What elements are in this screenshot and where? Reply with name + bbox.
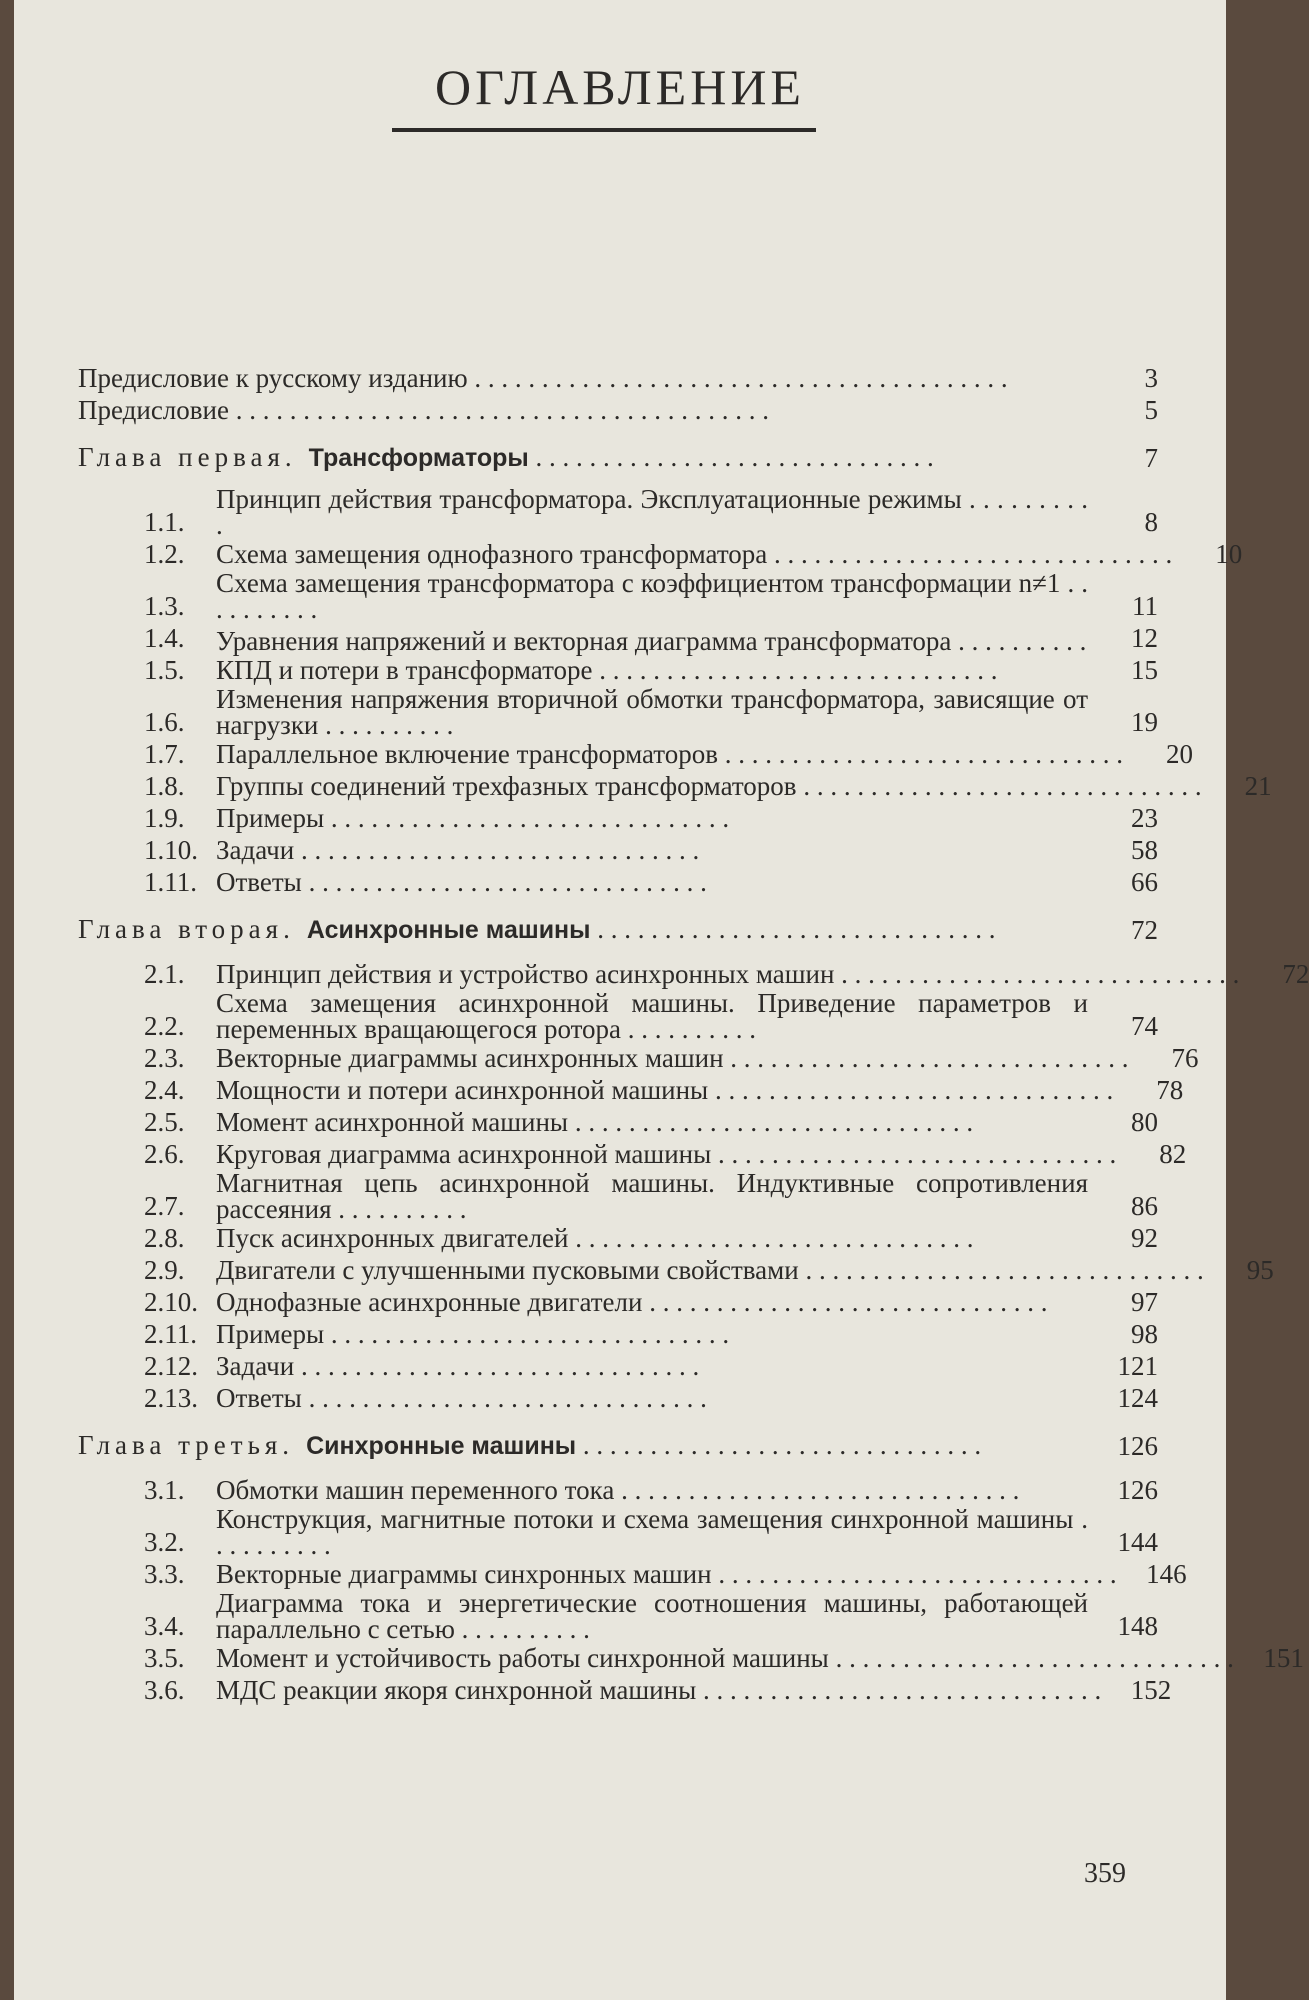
section-title: КПД и потери в трансформаторе (216, 655, 593, 685)
section-number: 2.11. (144, 1319, 197, 1349)
section-number: 2.3. (144, 1043, 185, 1073)
toc-entry (78, 1138, 1187, 1170)
leader-dots: . . . . . . . . . . . . . . . . . . . . . . . . . . . . . . (294, 835, 700, 865)
toc-entry (78, 1590, 1158, 1642)
section-number: 1.8. (144, 771, 185, 801)
section-title: Схема замещения трансформатора с коэффициентом трансформации n≠1 (216, 568, 1061, 598)
chapter-label: Глава вторая. (78, 914, 295, 944)
toc-entry (78, 1318, 1158, 1350)
section-number: 2.5. (144, 1107, 185, 1137)
toc-entry (78, 1170, 1158, 1222)
toc-entry (78, 770, 1272, 802)
toc-entry (78, 1474, 1158, 1506)
toc-entry (78, 1106, 1158, 1138)
toc-entry-page: 3 (1144, 363, 1158, 393)
section-number: 1.10. (144, 835, 198, 865)
toc-entry (78, 802, 1158, 834)
section-title: Круговая диаграмма асинхронной машины (216, 1139, 712, 1169)
toc-entry (78, 990, 1158, 1042)
chapter-title: Синхронные машины (306, 1432, 577, 1460)
section-number: 1.1. (144, 507, 185, 537)
leader-dots: . . . . . . . . . . . . . . . . . . . . . . . . . . . . . . (576, 1430, 982, 1460)
section-number: 3.1. (144, 1475, 185, 1505)
section-title: Пуск асинхронных двигателей (216, 1223, 569, 1253)
leader-dots: . . . . . . . . . . (216, 484, 1088, 540)
section-number: 1.5. (144, 655, 185, 685)
toc-entry-page: 5 (1144, 395, 1158, 425)
section-number: 2.4. (144, 1075, 185, 1105)
section-page: 124 (1117, 1383, 1158, 1413)
section-number: 2.9. (144, 1255, 185, 1285)
toc-entry (78, 622, 1158, 654)
toc-entry (78, 1286, 1158, 1318)
section-number: 2.2. (144, 1011, 185, 1041)
book-page (14, 0, 1309, 2000)
section-title: Момент и устойчивость работы синхронной машины (216, 1643, 829, 1673)
leader-dots: . . . . . . . . . . . . . . . . . . . . . . . . . . . . . . (828, 1643, 1234, 1673)
section-number: 2.12. (144, 1351, 198, 1381)
table-of-contents (78, 362, 1309, 1706)
toc-entry (78, 866, 1158, 898)
section-page: 80 (1131, 1107, 1158, 1137)
section-title: Ответы (216, 867, 302, 897)
section-title: Уравнения напряжений и векторная диаграмма трансформатора (216, 626, 952, 656)
toc-entry (78, 394, 1158, 426)
section-number: 2.13. (144, 1383, 198, 1413)
section-page: 152 (1130, 1675, 1172, 1705)
section-page: 144 (1117, 1527, 1158, 1557)
section-page: 78 (1156, 1075, 1184, 1105)
toc-entry (78, 1254, 1274, 1286)
section-page: 10 (1215, 539, 1243, 569)
toc-entry (78, 1350, 1158, 1382)
leader-dots: . . . . . . . . . . (331, 1194, 467, 1224)
leader-dots: . . . . . . . . . . . . . . . . . . . . . . . . . . . . . . (324, 1319, 730, 1349)
section-title: Однофазные асинхронные двигатели (216, 1287, 643, 1317)
section-title: Принцип действия и устройство асинхронных машин (216, 959, 835, 989)
page-number: 359 (1084, 1858, 1126, 1889)
leader-dots: . . . . . . . . . . . . . . . . . . . . . . . . . . . . . . (568, 1223, 974, 1253)
section-number: 1.2. (144, 539, 185, 569)
section-page: 82 (1159, 1139, 1187, 1169)
leader-dots: . . . . . . . . . . . . . . . . . . . . . . . . . . . . . . (717, 739, 1123, 769)
section-page: 86 (1131, 1191, 1158, 1221)
section-number: 3.5. (144, 1643, 185, 1673)
section-page: 126 (1117, 1475, 1158, 1505)
chapter-page: 126 (1117, 1431, 1158, 1461)
leader-dots: . . . . . . . . . . . . . . . . . . . . . . . . . . . . . . (711, 1139, 1117, 1169)
leader-dots: . . . . . . . . . . . . . . . . . . . . . . . . . . . . . . (834, 959, 1240, 989)
chapter-heading (78, 914, 1158, 946)
leader-dots: . . . . . . . . . . . . . . . . . . . . . . . . . . . . . . (708, 1075, 1114, 1105)
leader-dots: . . . . . . . . . . . . . . . . . . . . . . . . . . . . . . (294, 1351, 700, 1381)
leader-dots: . . . . . . . . . . . . . . . . . . . . . . . . . . . . . . (301, 867, 707, 897)
leader-dots: . . . . . . . . . . . . . . . . . . . . . . . . . . . . . . (723, 1043, 1129, 1073)
section-number: 1.11. (144, 867, 197, 897)
toc-entry (78, 654, 1158, 686)
leader-dots: . . . . . . . . . . . . . . . . . . . . . . . . . . . . . . (696, 1675, 1102, 1705)
leader-dots: . . . . . . . . . . . . . . . . . . . . . . . . . . . . . . (568, 1107, 974, 1137)
leader-dots: . . . . . . . . . . . . . . . . . . . . . . . . . . . . . . (711, 1559, 1117, 1589)
toc-entry (78, 362, 1158, 394)
leader-dots: . . . . . . . . . . . . . . . . . . . . . . . . . . . . . . (798, 1255, 1204, 1285)
section-page: 11 (1132, 591, 1158, 621)
toc-entry (78, 1506, 1158, 1558)
page-title: ОГЛАВЛЕНИЕ (435, 59, 805, 115)
section-number: 1.7. (144, 739, 185, 769)
toc-entry (78, 1642, 1304, 1674)
section-number: 2.1. (144, 959, 185, 989)
section-page: 97 (1131, 1287, 1158, 1317)
section-title: Принцип действия трансформатора. Эксплуатационные режимы (216, 484, 962, 514)
section-title: Диаграмма тока и энергетические соотношения машины, работающей параллельно с сетью (216, 1588, 1088, 1644)
section-title: Векторные диаграммы асинхронных машин (216, 1043, 724, 1073)
toc-entry (78, 1074, 1184, 1106)
chapter-title: Асинхронные машины (306, 916, 591, 944)
section-page: 74 (1131, 1011, 1158, 1041)
leader-dots: . . . . . . . . . . . . . . . . . . . . . . . . . . . . . . (592, 655, 998, 685)
section-page: 151 (1263, 1643, 1304, 1673)
chapter-page: 72 (1131, 915, 1158, 945)
leader-dots: . . . . . . . . . . . . . . . . . . . . . . . . . . . . . . . . . . . . . . . . (228, 395, 769, 425)
section-page: 95 (1246, 1255, 1274, 1285)
leader-dots: . . . . . . . . . . . . . . . . . . . . . . . . . . . . . . . . . . . . . . . . (467, 363, 1008, 393)
section-page: 23 (1131, 803, 1158, 833)
leader-dots: . . . . . . . . . . . . . . . . . . . . . . . . . . . . . . (614, 1475, 1020, 1505)
leader-dots: . . . . . . . . . . . . . . . . . . . . . . . . . . . . . . (324, 803, 730, 833)
section-title: Изменения напряжения вторичной обмотки трансформатора, зависящие от нагрузки (216, 684, 1088, 740)
section-number: 3.6. (144, 1675, 185, 1705)
chapter-page: 7 (1144, 443, 1158, 473)
section-page: 66 (1131, 867, 1158, 897)
section-number: 1.3. (144, 591, 185, 621)
leader-dots: . . . . . . . . . . . . . . . . . . . . . . . . . . . . . . (642, 1287, 1048, 1317)
section-number: 1.4. (144, 623, 185, 653)
section-title: Примеры (216, 1319, 325, 1349)
section-title: Схема замещения однофазного трансформатора (216, 539, 768, 569)
toc-entry (78, 1382, 1158, 1414)
toc-entry (78, 486, 1158, 538)
toc-entry (78, 738, 1193, 770)
section-page: 146 (1146, 1559, 1187, 1589)
chapter-label: Глава первая. (78, 442, 297, 472)
chapter-title: Трансформаторы (308, 444, 529, 472)
leader-dots: . . . . . . . . . . . . . . . . . . . . . . . . . . . . . . (301, 1383, 707, 1413)
section-page: 148 (1117, 1611, 1158, 1641)
leader-dots: . . . . . . . . . . (318, 710, 454, 740)
toc-entry (78, 834, 1158, 866)
chapter-heading (78, 442, 1158, 474)
toc-entry (78, 1042, 1199, 1074)
section-title: Задачи (216, 1351, 295, 1381)
section-title: Обмотки машин переменного тока (216, 1475, 615, 1505)
leader-dots: . . . . . . . . . . (621, 1014, 757, 1044)
chapter-heading (78, 1430, 1158, 1462)
leader-dots: . . . . . . . . . . (216, 1504, 1089, 1560)
section-title: Магнитная цепь асинхронной машины. Индуктивные сопротивления рассеяния (216, 1168, 1088, 1224)
toc-entry (78, 958, 1309, 990)
section-number: 3.2. (144, 1527, 185, 1557)
section-page: 58 (1131, 835, 1158, 865)
toc-entry (78, 1674, 1172, 1706)
toc-entry (78, 686, 1158, 738)
section-number: 2.6. (144, 1139, 185, 1169)
section-title: МДС реакции якоря синхронной машины (216, 1675, 697, 1705)
section-number: 1.9. (144, 803, 185, 833)
section-page: 12 (1131, 623, 1158, 653)
toc-entry-title: Предисловие (78, 395, 229, 425)
section-title: Задачи (216, 835, 295, 865)
toc-entry-title: Предисловие к русскому изданию (78, 363, 468, 393)
leader-dots: . . . . . . . . . . . . . . . . . . . . . . . . . . . . . . (767, 539, 1173, 569)
leader-dots: . . . . . . . . . . (216, 568, 1088, 624)
section-page: 76 (1171, 1043, 1199, 1073)
section-title: Векторные диаграммы синхронных машин (216, 1559, 712, 1589)
section-page: 92 (1131, 1223, 1158, 1253)
leader-dots: . . . . . . . . . . . . . . . . . . . . . . . . . . . . . . (528, 442, 934, 472)
toc-entry (78, 570, 1158, 622)
section-page: 121 (1117, 1351, 1158, 1381)
section-title: Параллельное включение трансформаторов (216, 739, 718, 769)
leader-dots: . . . . . . . . . . (951, 626, 1087, 656)
chapter-label: Глава третья. (78, 1430, 295, 1460)
leader-dots: . . . . . . . . . . . . . . . . . . . . . . . . . . . . . . (590, 914, 996, 944)
section-number: 2.8. (144, 1223, 185, 1253)
title-underline (392, 128, 816, 132)
section-page: 15 (1131, 655, 1158, 685)
section-title: Примеры (216, 803, 325, 833)
section-page: 98 (1131, 1319, 1158, 1349)
section-number: 2.7. (144, 1191, 185, 1221)
toc-entry (78, 1558, 1187, 1590)
section-number: 2.10. (144, 1287, 198, 1317)
leader-dots: . . . . . . . . . . (454, 1614, 590, 1644)
section-page: 8 (1144, 507, 1158, 537)
section-title: Схема замещения асинхронной машины. Приведение параметров и переменных вращающегося ротора (216, 988, 1088, 1044)
section-page: 19 (1131, 707, 1158, 737)
section-page: 72 (1282, 959, 1309, 989)
section-page: 20 (1165, 739, 1193, 769)
toc-entry (78, 1222, 1158, 1254)
section-title: Мощности и потери асинхронной машины (216, 1075, 709, 1105)
leader-dots: . . . . . . . . . . . . . . . . . . . . . . . . . . . . . . (796, 771, 1202, 801)
section-number: 1.6. (144, 707, 185, 737)
section-number: 3.4. (144, 1611, 185, 1641)
section-title: Ответы (216, 1383, 302, 1413)
section-title: Двигатели с улучшенными пусковыми свойствами (216, 1255, 799, 1285)
section-title: Конструкция, магнитные потоки и схема замещения синхронной машины (216, 1504, 1074, 1534)
toc-entry (78, 538, 1243, 570)
section-title: Группы соединений трехфазных трансформаторов (216, 771, 797, 801)
section-number: 3.3. (144, 1559, 185, 1589)
section-page: 21 (1244, 771, 1272, 801)
section-title: Момент асинхронной машины (216, 1107, 569, 1137)
